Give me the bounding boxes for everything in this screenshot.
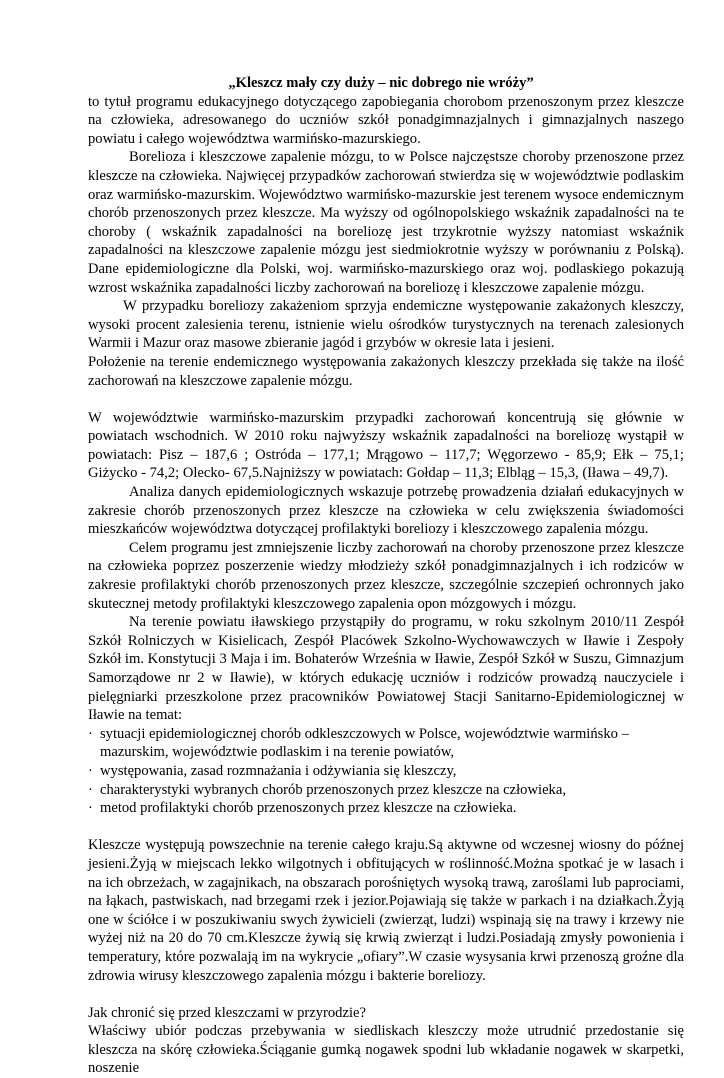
bullet-icon: · (88, 725, 93, 742)
list-item (88, 781, 684, 800)
list-item (88, 799, 684, 818)
paragraph-gap (88, 390, 684, 409)
bullet-icon: · (88, 800, 93, 817)
paragraph-ubior: Właściwy ubiór podczas przebywania w siedliskach kleszczy może utrudnić przedostanie się kleszcza na skórę człowieka.Ściąganie gumką nogawek spodni lub wkładanie nogawek w skarpetki, noszenie (88, 1023, 684, 1077)
paragraph-pytanie: Jak chronić się przed kleszczami w przyrodzie? (88, 1004, 366, 1021)
paragraph-szkoly: Na terenie powiatu iławskiego przystąpiły do programu, w roku szkolnym 2010/11 Zespół Szkół Rolniczych w Kisielicach, Zespół Placówek Szkolno-Wychowawczych w Iławie i Zespoły Szkół im. Konstytucji 3 Maja i im. Bohaterów Września w Iławie, Zespół Szkół w Suszu, Gimnazjum Samorządowe nr 2 w Iławie), w których edukację uczniów i rodziców prowadzą nauczyciele i pielęgniarki przeszkolone przez pracowników Powiatowej Stacji Sanitarno-Epidemiologicznej w Iławie na temat: (88, 614, 684, 724)
list-item (88, 725, 684, 762)
paragraph-gap (88, 985, 684, 1004)
bullet-icon: · (88, 762, 93, 779)
list-item-text: sytuacji epidemiologicznej chorób odkleszczowych w Polsce, województwie warmińsko – mazurskim, województwie podlaskim i na terenie powiatów, (100, 725, 629, 761)
list-item-text: metod profilaktyki chorób przenoszonych przez kleszcze na człowieka. (100, 800, 517, 817)
paragraph-cel-programu: Celem programu jest zmniejszenie liczby zachorowań na choroby przenoszone przez kleszcze na człowieka poprzez poszerzenie wiedzy młodzieży szkół ponadgimnazjalnych i ich rodziców w zakresie profilaktyki chorób przenoszonych przez kleszcze, szczególnie szczepień ochronnych jako skutecznej metody profilaktyki kleszczowego zapalenia opon mózgowych i mózgu. (88, 539, 684, 612)
paragraph-gap (88, 818, 684, 837)
paragraph-wystepowanie: Kleszcze występują powszechnie na terenie całego kraju.Są aktywne od wczesnej wiosny do późnej jesieni.Żyją w miejscach lekko wilgotnych i obfitujących w roślinność.Można spotkać je w lasach i na ich obrzeżach, w zagajnikach, na obszarach porośniętych wysoką trawą, zaroślami lub paprociami, na łąkach, pastwiskach, nad brzegami rzek i jezior.Pojawiają się także w parkach i na działkach.Żyją one w ściółce i w poszukiwaniu swych żywicieli (zwierząt, ludzi) wspinają się na trawy i krzewy nie wyżej niż na 20 do 70 cm.Kleszcze żywią się krwią zwierząt i ludzi.Posiadają zmysły powonienia i temperatury, które pozwalają im na wykrycie „ofiary”.W czasie wysysania krwi przenoszą groźne dla zdrowia wirusy kleszczowego zapalenia mózgu i bakterie boreliozy. (88, 837, 684, 984)
paragraph-intro: to tytuł programu edukacyjnego dotyczącego zapobiegania chorobom przenoszonym przez kleszcze na człowieka, adresowanego do uczniów szkół ponadgimnazjalnych i gimnazjalnych naszego powiatu i całego województwa warmińsko-mazurskiego. (88, 93, 684, 147)
list-item (88, 762, 684, 781)
list-item-text: występowania, zasad rozmnażania i odżywiania się kleszczy, (100, 762, 457, 779)
bullet-icon: · (88, 781, 93, 798)
document-title: „Kleszcz mały czy duży – nic dobrego nie wróży” (228, 75, 534, 91)
paragraph-polozenie: Położenie na terenie endemicznego występowania zakażonych kleszczy przekłada się także na ilość zachorowań na kleszczowe zapalenie mózgu. (88, 353, 684, 389)
list-item-text: charakterystyki wybranych chorób przenoszonych przez kleszcze na człowieka, (100, 781, 566, 798)
topic-list (88, 725, 684, 818)
paragraph-analiza: Analiza danych epidemiologicznych wskazuje potrzebę prowadzenia działań edukacyjnych w zakresie chorób przenoszonych przez kleszcze na człowieka w celu zwiększenia świadomości mieszkańców województwa dotyczącej profilaktyki boreliozy i kleszczowego zapalenia mózgu. (88, 484, 684, 538)
paragraph-zakazenia: W przypadku boreliozy zakażeniom sprzyja endemiczne występowanie zakażonych kleszczy, wysoki procent zalesienia terenu, istnienie wielu ośrodków turystycznych na terenach zalesionych Warmii i Mazur oraz masowe zbieranie jagód i grzybów w okresie lata i jesieni. (88, 298, 684, 352)
paragraph-borelioza: Borelioza i kleszczowe zapalenie mózgu, to w Polsce najczęstsze choroby przenoszone przez kleszcze na człowieka. Najwięcej przypadków zachorowań stwierdza się w województwie podlaskim oraz warmińsko-mazurskim. Województwo warmińsko-mazurskie jest terenem wysoce endemicznym chorób przenoszonych przez kleszcze. Ma wyższy od ogólnopolskiego wskaźnik zapadalności na te choroby ( wskaźnik zapadalności na boreliozę jest trzykrotnie wyższy natomiast wskaźnik zapadalności na kleszczowe zapalenie mózgu jest siedmiokrotnie wyższy w porównaniu z Polską). Dane epidemiologiczne dla Polski, woj. warmińsko-mazurskiego oraz woj. podlaskiego pokazują wzrost wskaźnika zapadalności liczby zachorowań na boreliozę i kleszczowe zapalenie mózgu. (88, 149, 684, 296)
paragraph-statystyki: W województwie warmińsko-mazurskim przypadki zachorowań koncentrują się głównie w powiatach wschodnich. W 2010 roku najwyższy wskaźnik zapadalności na boreliozę wystąpił w powiatach: Pisz – 187,6 ; Ostróda – 177,1; Mrągowo – 117,7; Węgorzewo - 85,9; Ełk – 75,1; Giżycko - 74,2; Olecko- 67,5.Najniższy w powiatach: Gołdap – 11,3; Elbląg – 15,3, (Iława – 49,7). (88, 409, 684, 482)
